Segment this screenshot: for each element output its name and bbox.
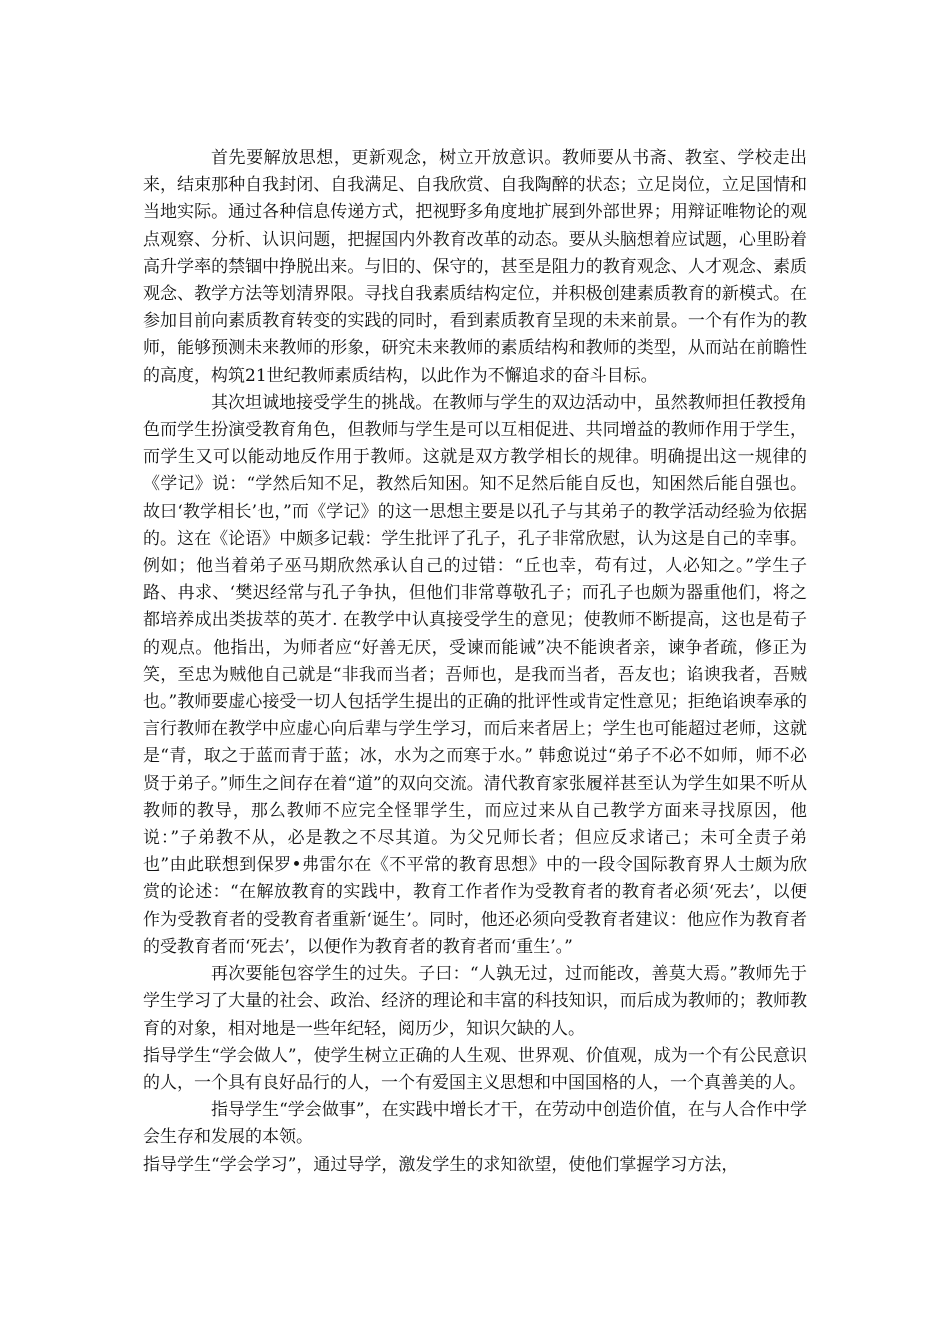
paragraph-learn-to-be: 指导学生“学会做人”，使学生树立正确的人生观、世界观、价值观，成为一个有公民意识的人，一个具有良好品行的人，一个有爱国主义思想和中国国格的人，一个真善美的人。 (143, 1045, 807, 1093)
paragraph-open-mind: 首先要解放思想，更新观念，树立开放意识。教师要从书斋、教室、学校走出来，结束那种自我封闭、自我满足、自我欣赏、自我陶醉的状态；立足岗位，立足国情和当地实际。通过各种信息传递方式，把视野多角度地扩展到外部世界；用辩证唯物论的观点观察、分析、认识问题，把握国内外教育改革的动态。要从头脑想着应试题，心里盼着高升学率的禁锢中挣脱出来。与旧的、保守的，甚至是阻力的教育观念、人才观念、素质观念、教学方法等划清界限。寻找自我素质结构定位，并积极创建素质教育的新模式。在参加目前向素质教育转变的实践的同时，看到素质教育呈现的未来前景。一个有作为的教师，能够预测未来教师的形象，研究未来教师的素质结构和教师的类型，从而站在前瞻性的高度，构筑21世纪教师素质结构，以此作为不懈追求的奋斗目标。 (143, 148, 807, 386)
paragraph-tolerate-mistakes: 再次要能包容学生的过失。子曰：“人孰无过，过而能改，善莫大焉。”教师先于学生学习了大量的社会、政治、经济的理论和丰富的科技知识，而后成为教师的；教师教育的对象，相对地是一些年纪轻，阅历少，知识欠缺的人。 (143, 964, 807, 1039)
paragraph-learn-to-do: 指导学生“学会做事”，在实践中增长才干，在劳动中创造价值，在与人合作中学会生存和发展的本领。 (143, 1100, 807, 1148)
paragraph-learn-to-learn: 指导学生“学会学习”，通过导学，激发学生的求知欲望，使他们掌握学习方法， (143, 1154, 739, 1175)
document-body (143, 145, 807, 1179)
paragraph-accept-challenge: 其次坦诚地接受学生的挑战。在教师与学生的双边活动中，虽然教师担任教授角色而学生扮演受教育角色，但教师与学生是可以互相促进、共同增益的教师作用于学生，而学生又可以能动地反作用于教师。这就是双方教学相长的规律。明确提出这一规律的《学记》说：“学然后知不足，教然后知困。知不足然后能自反也，知困然后能自强也。故曰‘教学相长’也，”而《学记》的这一思想主要是以孔子与其弟子的教学活动经验为依据的。这在《论语》中颇多记载：学生批评了孔子，孔子非常欣慰，认为这是自己的幸事。例如；他当着弟子巫马期欣然承认自己的过错：“丘也幸，苟有过，人必知之。”学生子路、冉求、‘樊迟经常与孔子争执，但他们非常尊敬孔子；而孔子也颇为器重他们，将之都培养成出类拔萃的英才. 在教学中认真接受学生的意见；使教师不断提高，这也是荀子的观点。他指出，为师者应“好善无厌，受谏而能诫”决不能谀者亲，谏争者疏，修正为笑，至忠为贼他自己就是“非我而当者；吾师也，是我而当者，吾友也；谄谀我者，吾贼也。”教师要虚心接受一切人包括学生提出的正确的批评性或肯定性意见；拒绝谄谀奉承的言行教师在教学中应虚心向后辈与学生学习，而后来者居上；学生也可能超过老师，这就是“青，取之于蓝而青于蓝；冰，水为之而寒于水。” 韩愈说过“弟子不必不如师，师不必贤于弟子。”师生之间存在着“道”的双向交流。清代教育家张履祥甚至认为学生如果不听从教师的教导，那么教师不应完全怪罪学生，而应过来从自己教学方面来寻找原因，他说：”子弟教不从，必是教之不尽其道。为父兄师长者；但应反求诸己；未可全责子弟也”由此联想到保罗•弗雷尔在《不平常的教育思想》中的一段令国际教育界人士颇为欣赏的论述：“在解放教育的实践中，教育工作者作为受教育者的教育者必须‘死去’，以便作为受教育者的受教育者重新‘诞生’。同时，他还必须向受教育者建议：他应作为教育者的受教育者而‘死去’，以便作为教育者的教育者而‘重生’。” (143, 392, 807, 957)
